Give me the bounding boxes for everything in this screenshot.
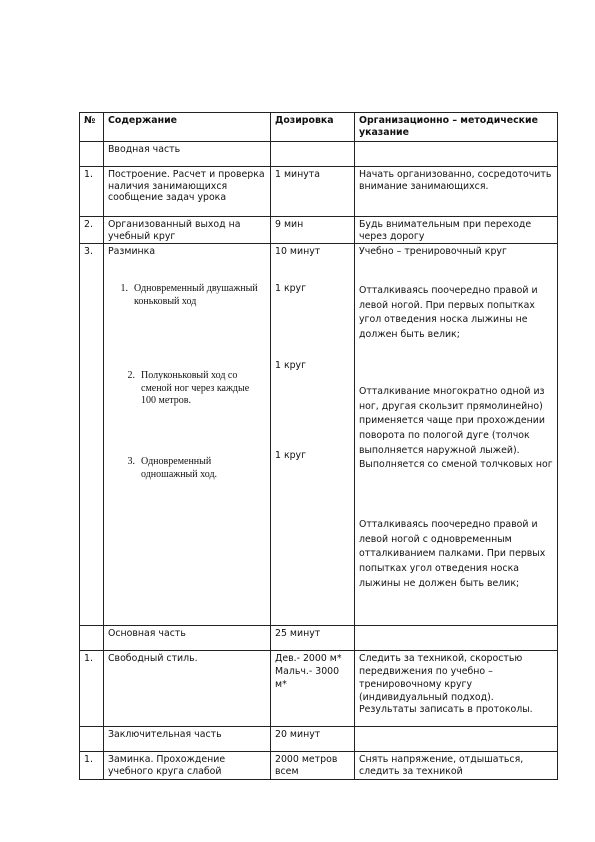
warmup-dosage-cell: [271, 244, 355, 626]
exercise-number: 3.: [127, 456, 135, 468]
warmup-dosage: 10 минут: [275, 246, 321, 258]
row-num: 1.: [80, 752, 104, 780]
row-method: Снять напряжение, отдышаться, следить за техникой: [355, 752, 558, 780]
section-title-main: Основная часть: [104, 626, 271, 651]
header-content: Содержание: [104, 113, 271, 142]
section-row-final: [80, 727, 558, 752]
exercise-item: [121, 370, 261, 407]
exercise-method: Отталкиваясь поочередно правой и левой ногой. При первых попытках угол отведения носка лыжины не должен быть велик;: [359, 285, 538, 340]
row-dosage: 9 мин: [271, 217, 355, 244]
row-dosage: 1 минута: [271, 167, 355, 217]
table-row-warmup: [80, 244, 558, 626]
section-row-intro: [80, 142, 558, 167]
warmup-content-cell: [104, 244, 271, 626]
row-num: 2.: [80, 217, 104, 244]
table-row: [80, 167, 558, 217]
dosage-line: Мальч.- 3000 м*: [275, 665, 340, 690]
exercise-dosage: 1 круг: [275, 450, 307, 462]
row-method: Следить за техникой, скоростью передвижения по учебно – тренировочному кругу (индивидуальный подход). Результаты записать в протоколы.: [355, 651, 558, 727]
row-method: Начать организованно, сосредоточить внимание занимающихся.: [355, 167, 558, 217]
row-dosage: 2000 метров всем: [271, 752, 355, 780]
exercise-method: Отталкиваясь поочередно правой и левой ногой с одновременным отталкиванием палками. При первых попытках угол отведения носка лыжины не должен быть велик;: [359, 519, 546, 589]
exercise-number: 2.: [127, 370, 135, 382]
exercise-item: [114, 283, 264, 308]
row-content: Построение. Расчет и проверка наличия занимающихся сообщение задач урока: [104, 167, 271, 217]
exercise-text: Одновременный одношажный ход.: [141, 456, 218, 480]
row-num: 1.: [80, 651, 104, 727]
exercise-number: 1.: [120, 283, 128, 295]
exercise-item: [121, 456, 246, 481]
warmup-title: Разминка: [108, 246, 156, 258]
row-dosage: [271, 651, 355, 727]
section-row-main: [80, 626, 558, 651]
header-num: №: [80, 113, 104, 142]
row-content: Свободный стиль.: [104, 651, 271, 727]
table-header-row: [80, 113, 558, 142]
exercise-dosage: 1 круг: [275, 283, 307, 295]
exercise-method: Отталкивание многократно одной из ног, другая скользит прямолинейно) применяется чаще при прохождении поворота по пологой дуге (толчок выполняется наружной лыжей). Выполняется со сменой толчковых ног: [359, 386, 553, 471]
row-content: Заминка. Прохождение учебного круга слабой: [104, 752, 271, 780]
row-method: Будь внимательным при переходе через дорогу: [355, 217, 558, 244]
exercise-dosage: 1 круг: [275, 360, 307, 372]
table-row: [80, 217, 558, 244]
lesson-plan-table: [79, 112, 558, 780]
header-dosage: Дозировка: [271, 113, 355, 142]
section-dosage-main: 25 минут: [271, 626, 355, 651]
row-content: Организованный выход на учебный круг: [104, 217, 271, 244]
section-title-final: Заключительная часть: [104, 727, 271, 752]
warmup-method: Учебно – тренировочный круг: [359, 246, 507, 258]
warmup-method-cell: [355, 244, 558, 626]
section-dosage-final: 20 минут: [271, 727, 355, 752]
exercise-text: Полуконьковый ход со сменой ног через каждые 100 метров.: [141, 370, 250, 406]
dosage-line: Дев.- 2000 м*: [275, 653, 342, 665]
table-row: [80, 651, 558, 727]
row-num: 1.: [80, 167, 104, 217]
section-title-intro: Вводная часть: [104, 142, 271, 167]
header-method: Организационно – методические указание: [355, 113, 558, 142]
row-num: 3.: [80, 244, 104, 626]
exercise-text: Одновременный двушажный коньковый ход: [134, 283, 258, 307]
table-row: [80, 752, 558, 780]
